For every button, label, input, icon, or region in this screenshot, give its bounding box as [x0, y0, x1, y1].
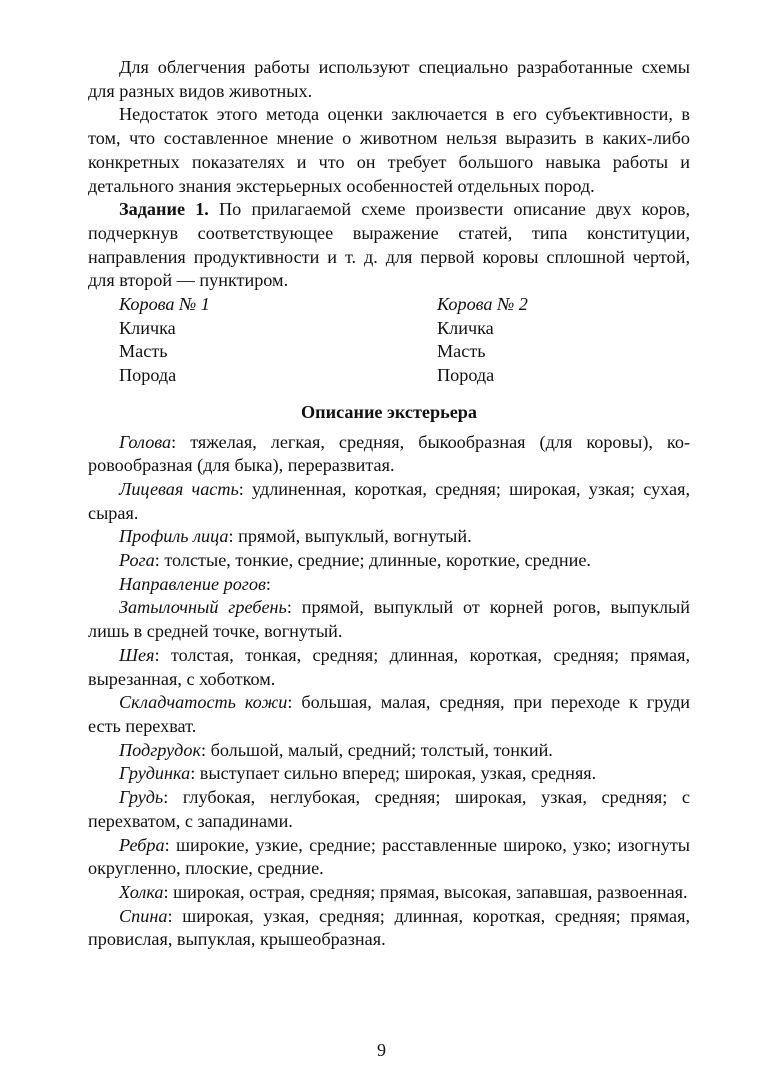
page-content	[88, 56, 690, 952]
trait-paragraph	[88, 739, 690, 763]
trait-paragraph	[88, 762, 690, 786]
trait-term: Направление рогов	[119, 573, 266, 594]
cow-1-name-label: Кличка	[119, 317, 176, 338]
intro-paragraph-1: Для облегчения работы используют специально разработанные схемы для разных видов животных.	[88, 57, 690, 101]
trait-text: : большая, малая, средняя, при переходе к груди есть перехват.	[88, 692, 690, 736]
trait-term: Холка	[119, 881, 164, 902]
trait-paragraph	[88, 881, 690, 905]
trait-paragraph	[88, 549, 690, 573]
trait-text: : большой, малый, средний; толстый, тонкий.	[200, 739, 553, 760]
trait-text: : толстая, тонкая, средняя; длинная, короткая, средняя; прямая, вырезанная, с хоботком.	[88, 644, 690, 689]
cow-1-breed-label: Порода	[119, 365, 177, 386]
trait-term: Шея	[119, 644, 155, 665]
trait-text: : широкая, узкая, средняя; длинная, короткая, средняя; прямая, провислая, выпуклая, крышеобразная.	[88, 905, 690, 950]
trait-text: : тяжелая, легкая, средняя, быкообразная (для коровы), коровообразная (для быка), переразвитая.	[88, 431, 690, 476]
cow-2-color-label: Масть	[437, 341, 486, 362]
trait-text: : выступает сильно вперед; широкая, узкая, средняя.	[190, 763, 597, 784]
trait-paragraph	[88, 644, 690, 691]
trait-text: : удлиненная, короткая, средняя; широкая, узкая; сухая, сырая.	[88, 478, 690, 523]
trait-term: Профиль лица	[119, 526, 229, 547]
trait-term: Спина	[119, 905, 168, 926]
trait-text: : прямой, выпуклый, вогнутый.	[228, 526, 472, 547]
trait-paragraph	[88, 478, 690, 525]
trait-term: Складчатость кожи	[119, 692, 288, 713]
trait-paragraph	[88, 691, 690, 738]
cow-2-breed-label: Порода	[437, 365, 495, 386]
trait-term: Ребра	[119, 834, 165, 855]
trait-term: Голова	[119, 431, 172, 452]
trait-paragraph	[88, 834, 690, 881]
page-number: 9	[377, 1040, 386, 1060]
task-label: Задание 1.	[119, 199, 209, 220]
trait-paragraph	[88, 431, 690, 478]
intro-paragraph-2: Недостаток этого метода оценки заключается в его субъективности, в том, что составленное мнение о животном нельзя выразить в каких-либо конкретных показателях и что он требует большого навыка работы и детального знания экстерьерных особенностей отдельных пород.	[88, 104, 690, 196]
trait-term: Лицевая часть	[119, 478, 239, 499]
trait-paragraph	[88, 596, 690, 643]
cow-2-name-label: Кличка	[437, 317, 494, 338]
trait-term: Затылочный гребень	[119, 597, 287, 618]
cow-columns	[88, 293, 690, 388]
trait-text: : толстые, тонкие, средние; длинные, короткие, средние.	[154, 550, 591, 571]
trait-text: :	[265, 573, 271, 594]
trait-text: : прямой, выпуклый от корней рогов, выпуклый лишь в средней точке, вогнутый.	[88, 597, 690, 642]
trait-term: Подгрудок	[119, 739, 201, 760]
trait-paragraph	[88, 905, 690, 952]
trait-text: : широкие, узкие, средние; расставленные широко, узко; изогнуты округленно, плоские, средние.	[88, 834, 690, 879]
task-text: По прилагаемой схеме произвести описание двух коров, подчеркнув соответствующее выражение статей, типа конституции, направления продуктивности и т. д. для первой коровы сплошной чертой, для второй — пунктиром.	[88, 199, 690, 291]
trait-text: : глубокая, неглубокая, средняя; широкая, узкая, средняя; с перехватом, с западинами.	[88, 787, 690, 831]
trait-paragraph	[88, 573, 690, 597]
task-paragraph	[88, 198, 690, 293]
trait-term: Грудь	[119, 787, 164, 808]
trait-term: Грудинка	[119, 763, 191, 784]
cow-2-title: Корова № 2	[437, 294, 528, 315]
trait-text: : широкая, острая, средняя; прямая, высокая, запавшая, развоенная.	[163, 881, 688, 902]
trait-paragraph	[88, 786, 690, 833]
trait-paragraph	[88, 525, 690, 549]
section-title: Описание экстерьера	[300, 401, 478, 422]
cow-1-title: Корова № 1	[119, 294, 210, 315]
cow-1-color-label: Масть	[119, 341, 168, 362]
trait-term: Рога	[119, 550, 155, 571]
